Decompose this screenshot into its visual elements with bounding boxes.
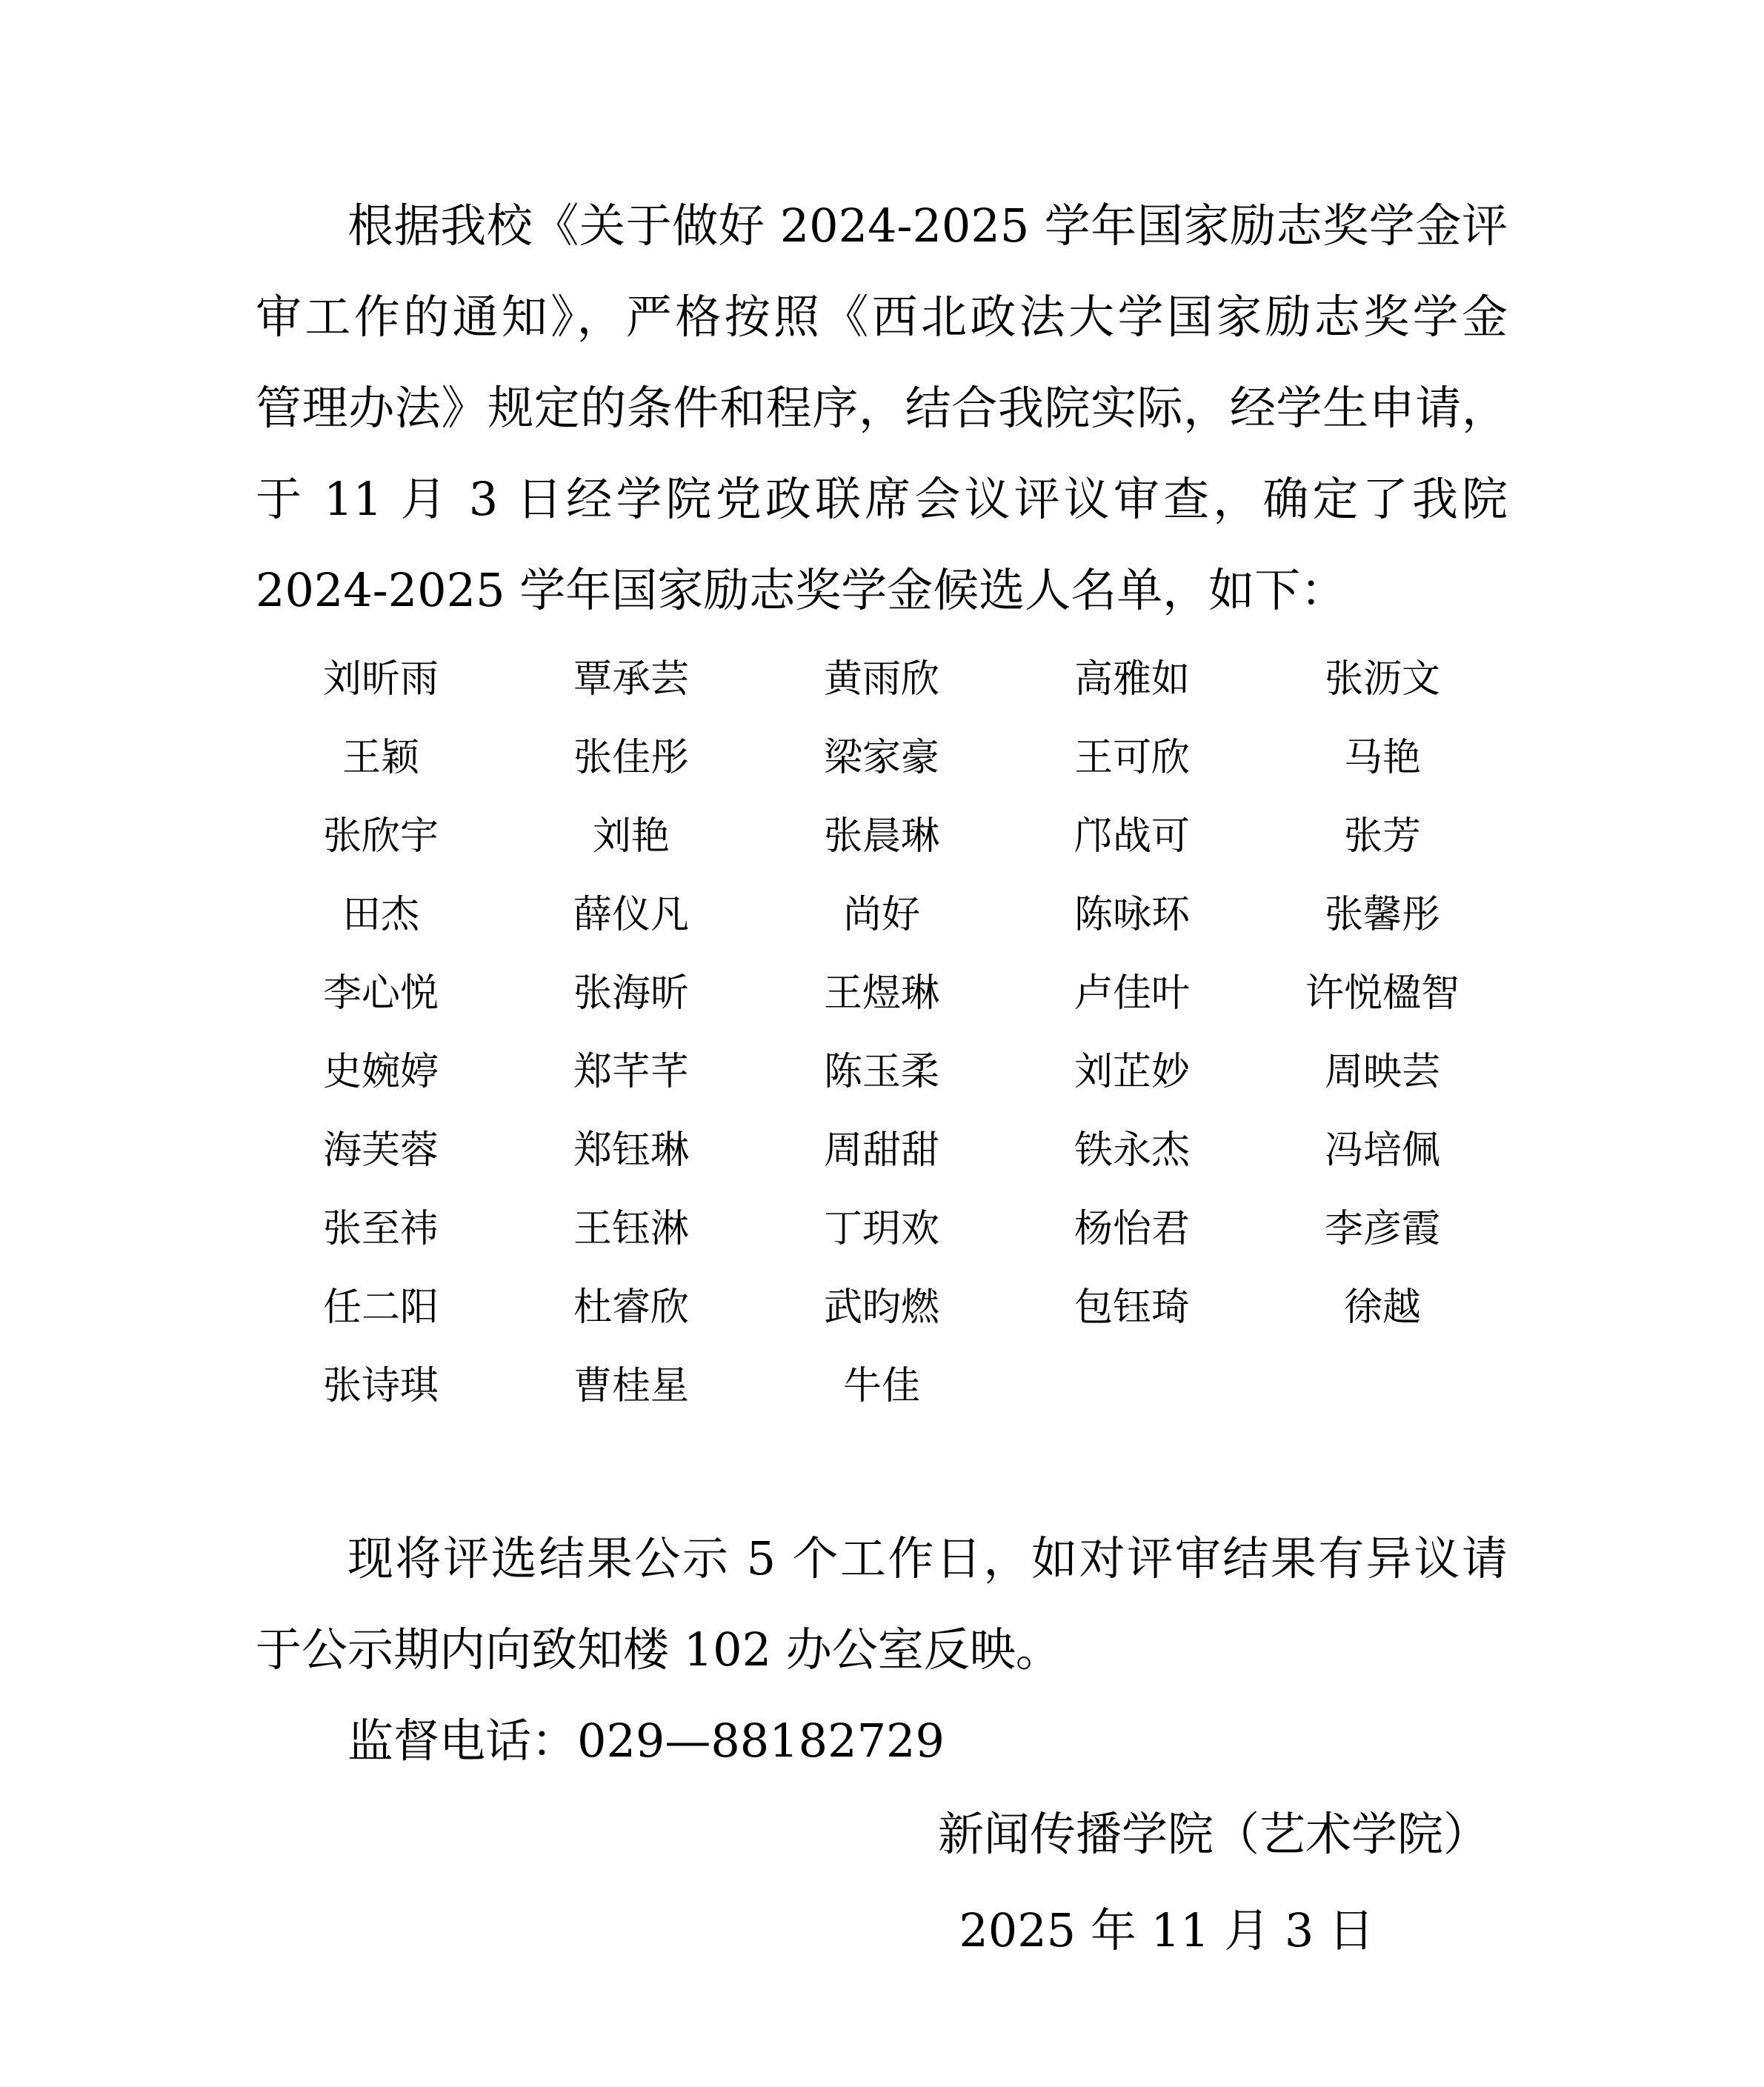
candidate-name: 张馨彤 bbox=[1324, 893, 1440, 937]
candidate-name: 梁家豪 bbox=[823, 736, 939, 780]
candidate-name: 杨怡君 bbox=[1074, 1207, 1190, 1251]
candidate-name: 张诗琪 bbox=[322, 1364, 439, 1408]
candidate-name: 张至祎 bbox=[322, 1207, 439, 1251]
candidate-name: 郑钰琳 bbox=[573, 1128, 689, 1173]
candidate-name: 张沥文 bbox=[1324, 657, 1440, 702]
candidate-name: 王煜琳 bbox=[823, 971, 939, 1016]
candidate-name: 王可欣 bbox=[1074, 736, 1190, 780]
candidate-name: 牛佳 bbox=[842, 1364, 920, 1408]
candidate-name: 郑芊芊 bbox=[573, 1050, 689, 1094]
candidate-name: 覃承芸 bbox=[573, 657, 689, 702]
candidate-name: 冯培佩 bbox=[1324, 1128, 1440, 1173]
intro-paragraph bbox=[256, 180, 1508, 636]
empty-cell bbox=[1007, 1347, 1257, 1425]
candidate-name: 曹桂星 bbox=[573, 1364, 689, 1408]
candidate-name: 邝战可 bbox=[1074, 814, 1190, 859]
candidate-name: 刘昕雨 bbox=[322, 657, 439, 702]
candidate-name: 任二阳 bbox=[322, 1285, 439, 1330]
candidate-name: 张芳 bbox=[1343, 814, 1421, 859]
intro-line-5: 2024-2025 学年国家励志奖学金候选人名单，如下： bbox=[256, 563, 1347, 617]
candidate-name: 张欣宇 bbox=[322, 814, 439, 859]
candidate-name: 尚好 bbox=[842, 893, 920, 937]
candidate-name: 田杰 bbox=[342, 893, 419, 937]
candidate-name: 刘艳 bbox=[592, 814, 670, 859]
candidate-name: 杜睿欣 bbox=[573, 1285, 689, 1330]
empty-cell bbox=[1257, 1347, 1508, 1425]
intro-line-1: 根据我校《关于做好 2024-2025 学年国家励志奖学金评 bbox=[347, 199, 1508, 253]
candidate-name: 徐越 bbox=[1343, 1285, 1421, 1330]
candidate-name: 周甜甜 bbox=[823, 1128, 939, 1173]
candidate-name: 许悦楹智 bbox=[1305, 971, 1460, 1016]
candidate-name: 李心悦 bbox=[322, 971, 439, 1016]
candidate-name: 张海昕 bbox=[573, 971, 689, 1016]
candidate-name: 包钰琦 bbox=[1074, 1285, 1190, 1330]
closing-line-2: 于公示期内向致知楼 102 办公室反映。 bbox=[256, 1622, 1062, 1677]
supervision-phone: 监督电话：029—88182729 bbox=[347, 1714, 945, 1768]
candidate-name: 陈咏环 bbox=[1074, 893, 1190, 937]
candidate-name: 铁永杰 bbox=[1074, 1128, 1190, 1173]
candidate-name: 张晨琳 bbox=[823, 814, 939, 859]
candidate-name: 史婉婷 bbox=[322, 1050, 439, 1094]
candidate-name: 马艳 bbox=[1343, 736, 1421, 780]
candidate-name: 周映芸 bbox=[1324, 1050, 1440, 1094]
candidate-name: 王钰淋 bbox=[573, 1207, 689, 1251]
issuing-department: 新闻传播学院（艺术学院） bbox=[937, 1807, 1489, 1861]
candidate-grid bbox=[256, 640, 1508, 1425]
candidate-name: 高雅如 bbox=[1074, 657, 1190, 702]
candidate-name: 丁玥欢 bbox=[823, 1207, 939, 1251]
candidate-name: 薛仪凡 bbox=[573, 893, 689, 937]
candidate-name: 卢佳叶 bbox=[1074, 971, 1190, 1016]
intro-line-3: 管理办法》规定的条件和程序，结合我院实际，经学生申请， bbox=[256, 381, 1508, 435]
closing-line-1: 现将评选结果公示 5 个工作日，如对评审结果有异议请 bbox=[347, 1531, 1508, 1585]
candidate-name: 李彦霞 bbox=[1324, 1207, 1440, 1251]
intro-line-2: 审工作的通知》，严格按照《西北政法大学国家励志奖学金 bbox=[256, 290, 1508, 344]
candidate-name: 刘芷妙 bbox=[1074, 1050, 1190, 1094]
candidate-name: 张佳彤 bbox=[573, 736, 689, 780]
issue-date: 2025 年 11 月 3 日 bbox=[959, 1903, 1374, 1957]
candidate-name: 陈玉柔 bbox=[823, 1050, 939, 1094]
candidate-name: 海芙蓉 bbox=[322, 1128, 439, 1173]
candidate-name: 王颖 bbox=[342, 736, 419, 780]
intro-line-4: 于 11 月 3 日经学院党政联席会议评议审查，确定了我院 bbox=[256, 472, 1508, 526]
candidate-name: 黄雨欣 bbox=[823, 657, 939, 702]
candidate-name: 武昀燃 bbox=[823, 1285, 939, 1330]
notice-content bbox=[256, 180, 1508, 1979]
closing-paragraph bbox=[256, 1513, 1508, 1695]
